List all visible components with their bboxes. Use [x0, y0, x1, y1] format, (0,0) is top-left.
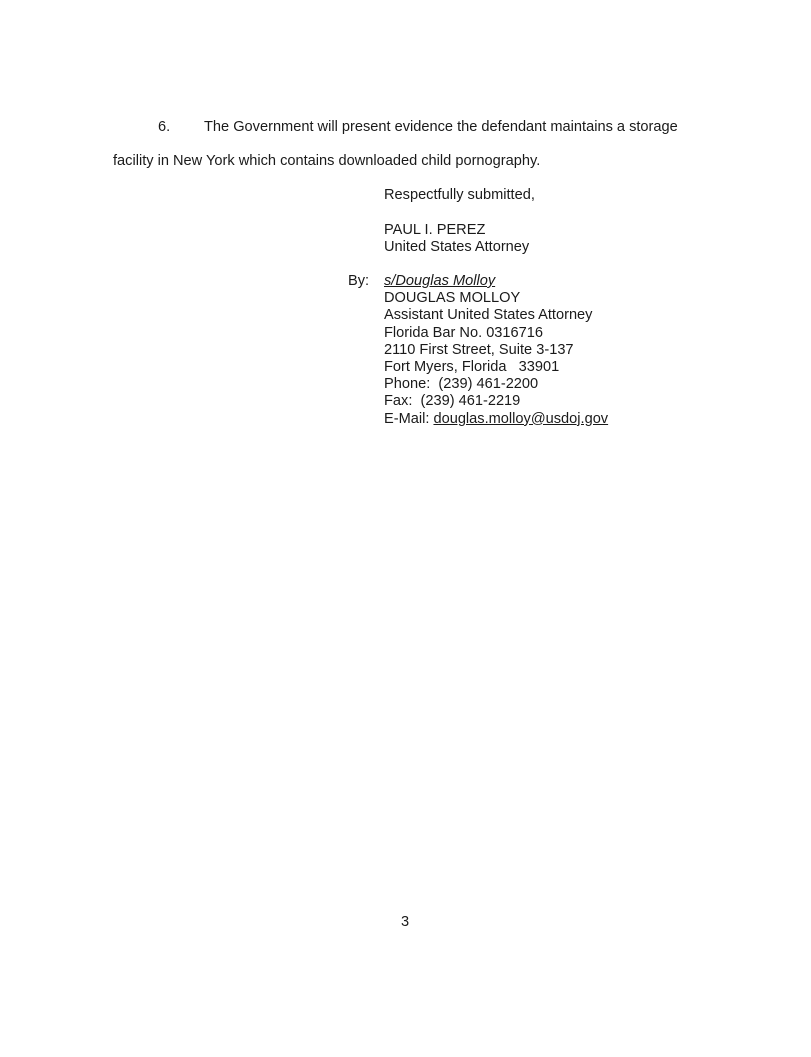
us-attorney-block [384, 222, 529, 256]
signer-fax: Fax: (239) 461-2219 [384, 393, 521, 410]
signer-phone: Phone: (239) 461-2200 [384, 376, 539, 393]
by-label [348, 273, 369, 290]
signer-title: Assistant United States Attorney [384, 307, 593, 324]
paragraph-number: 6. [158, 119, 171, 135]
closing-phrase [384, 187, 535, 204]
signer-address-line-1: 2110 First Street, Suite 3-137 [384, 341, 574, 358]
email-label: E-Mail: [384, 410, 434, 427]
signer-address-line-2: Fort Myers, Florida 33901 [384, 359, 560, 376]
signer-name: DOUGLAS MOLLOY [384, 290, 521, 307]
paragraph-text-line-2: facility in New York which contains downloaded child pornography. [113, 153, 541, 169]
electronic-signature: s/Douglas Molloy [384, 273, 496, 289]
page-number: 3 [401, 914, 410, 930]
signature-block [384, 273, 608, 428]
us-attorney-title: United States Attorney [384, 239, 530, 256]
paragraph-text-line-1: The Government will present evidence the defendant maintains a storage [204, 119, 678, 135]
signer-email-row [384, 411, 608, 428]
us-attorney-name: PAUL I. PEREZ [384, 222, 486, 238]
email-link[interactable]: douglas.molloy@usdoj.gov [433, 410, 609, 427]
signer-bar-number: Florida Bar No. 0316716 [384, 324, 544, 341]
by-label-text: By: [348, 273, 370, 289]
closing-text: Respectfully submitted, [384, 187, 535, 203]
